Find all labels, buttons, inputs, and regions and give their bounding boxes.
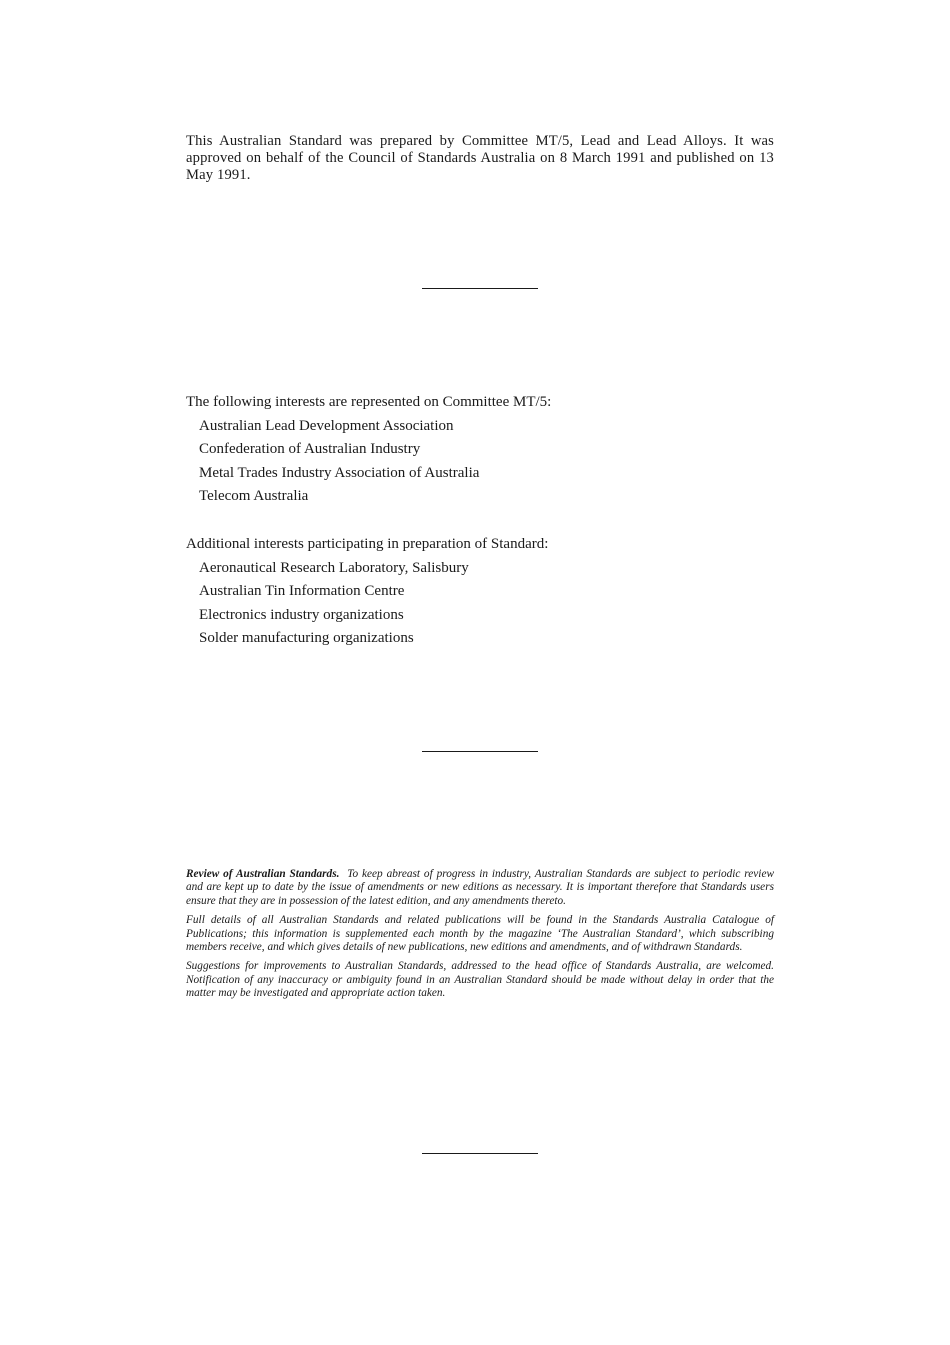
section-divider [422, 1153, 538, 1154]
additional-item: Electronics industry organizations [199, 606, 404, 623]
committee-item: Telecom Australia [199, 488, 309, 505]
committee-heading: The following interests are represented on Committee MT/5: [186, 394, 552, 410]
suggestions-paragraph: Suggestions for improvements to Australian Standards, addressed to the head office of Standards Australia, are welcomed. Notification of any inaccuracy or ambiguity found in an Australian Standard should be made without delay in order that the matter may be investigated and appropriate action taken. [186, 960, 774, 1000]
details-paragraph: Full details of all Australian Standards and related publications will be found in the Standards Australia Catalogue of Publications; this information is supplemented each month by the magazine ‘The Australian Standard’, which subscribing members receive, and which gives details of new publications, new editions and amendments, and of withdrawn Standards. [186, 914, 774, 954]
additional-item: Solder manufacturing organizations [199, 630, 414, 647]
committee-interests [186, 391, 774, 509]
preparation-statement: This Australian Standard was prepared by Committee MT/5, Lead and Lead Alloys. It was approved on behalf of the Council of Standards Australia on 8 March 1991 and published on 13 May 1991. [186, 133, 774, 183]
additional-interests [186, 533, 774, 651]
additional-heading: Additional interests participating in preparation of Standard: [186, 536, 549, 552]
review-notes [186, 868, 774, 1007]
review-title: Review of Australian Standards. [186, 868, 340, 880]
committee-item: Metal Trades Industry Association of Australia [199, 464, 480, 481]
additional-item: Aeronautical Research Laboratory, Salisbury [199, 559, 469, 576]
section-divider [422, 288, 538, 289]
review-paragraph [186, 868, 774, 908]
review-text: To keep abreast of progress in industry, Australian Standards are subject to periodic review and are kept up to date by the issue of amendments or new editions as necessary. It is important therefore that Standards users ensure that they are in possession of the latest edition, and any amendments thereto. [186, 868, 774, 907]
section-divider [422, 751, 538, 752]
committee-item: Confederation of Australian Industry [199, 441, 421, 458]
additional-item: Australian Tin Information Centre [199, 583, 405, 600]
committee-item: Australian Lead Development Association [199, 417, 454, 434]
